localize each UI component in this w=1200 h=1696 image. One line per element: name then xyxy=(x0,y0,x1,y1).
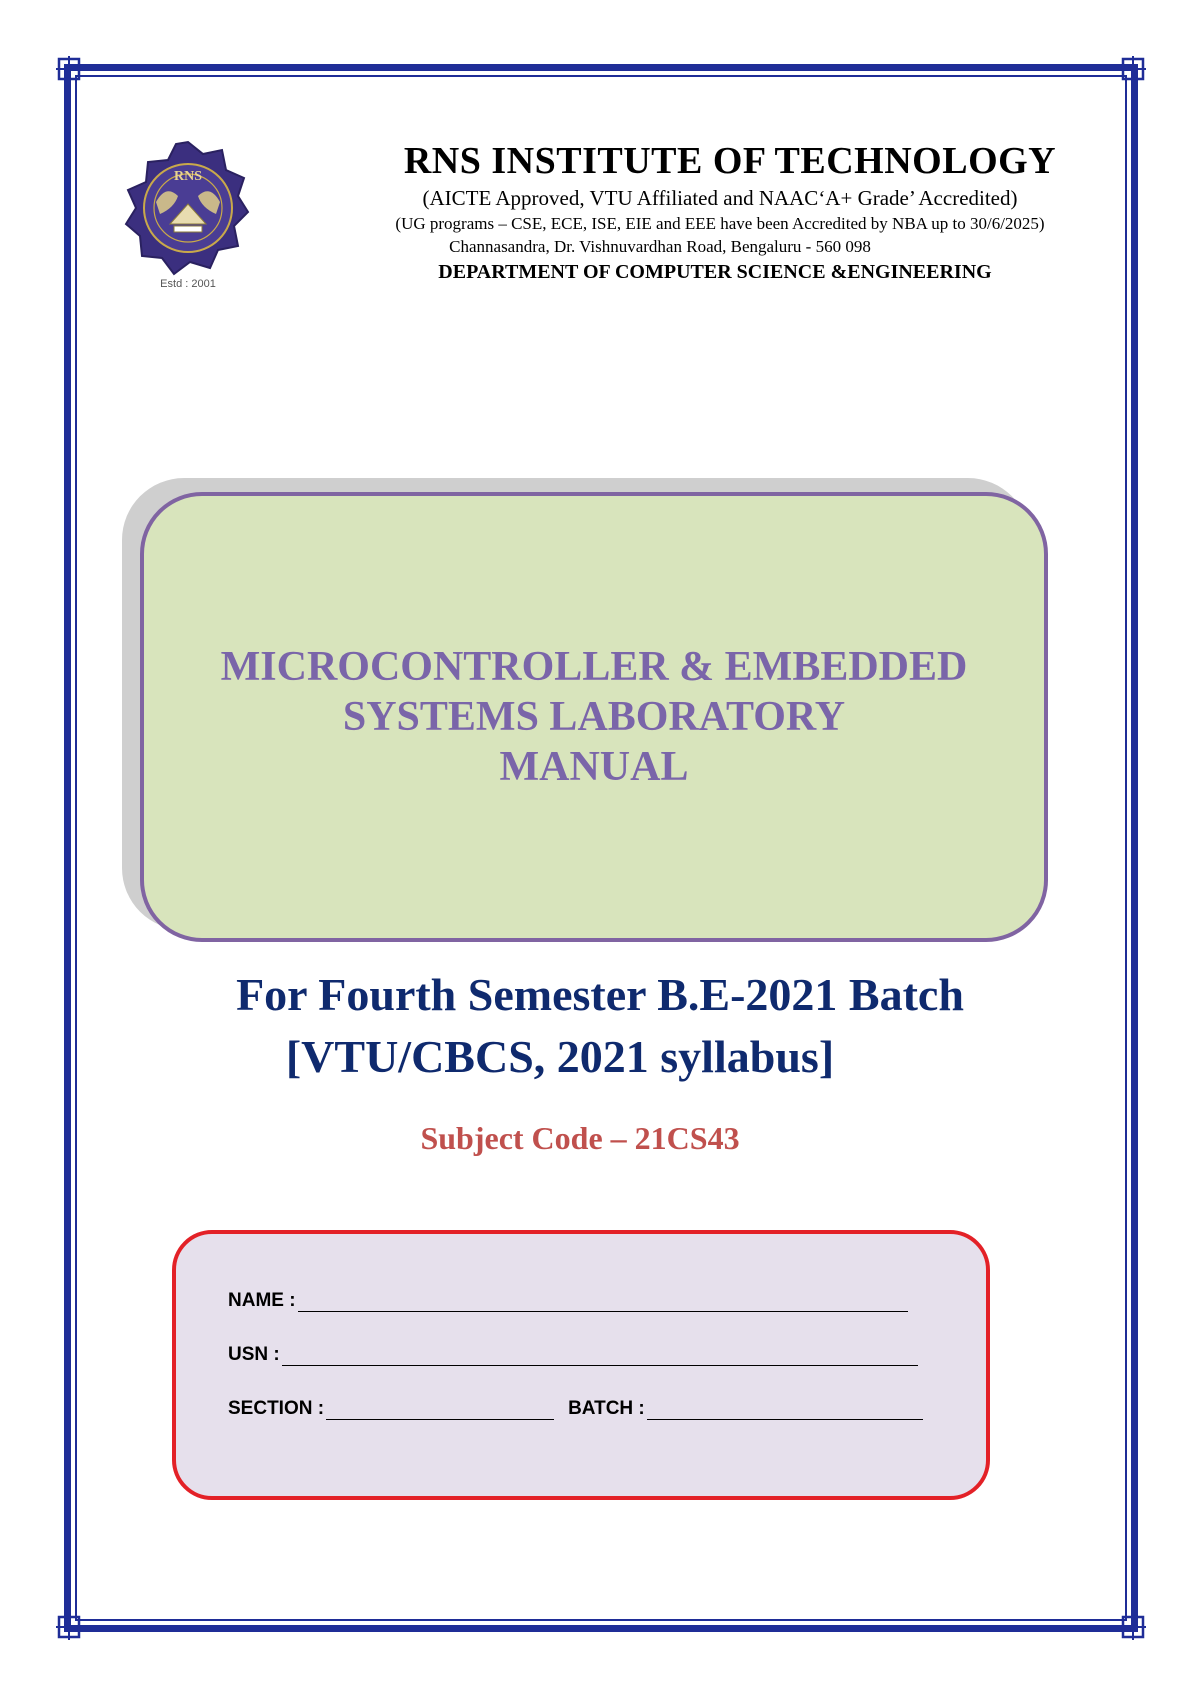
border-corner-ornament xyxy=(1120,1614,1146,1640)
border-corner-ornament xyxy=(1120,56,1146,82)
semester-line-2: [VTU/CBCS, 2021 syllabus] xyxy=(285,1031,835,1082)
semester-line-1: For Fourth Semester B.E-2021 Batch xyxy=(236,969,964,1020)
institute-logo xyxy=(118,140,258,290)
institute-nba-line: (UG programs – CSE, ECE, ISE, EIE and EEE have been Accredited by NBA up to 30/6/2025) xyxy=(395,214,1045,233)
logo-lettering: RNS xyxy=(173,169,203,184)
border-corner-ornament xyxy=(56,1614,82,1640)
manual-title-line-3: MANUAL xyxy=(499,744,689,790)
logo-estd-label: Estd : 2001 xyxy=(160,278,216,290)
manual-title-line-1: MICROCONTROLLER & EMBEDDED xyxy=(220,644,968,690)
manual-title-line-2: SYSTEMS LABORATORY xyxy=(342,694,846,740)
border-corner-ornament xyxy=(56,56,82,82)
department-name: DEPARTMENT OF COMPUTER SCIENCE &ENGINEERING xyxy=(438,261,992,283)
institute-name: RNS INSTITUTE OF TECHNOLOGY xyxy=(403,140,1057,182)
usn-label: USN : xyxy=(228,1344,280,1365)
name-field[interactable] xyxy=(298,1293,908,1312)
usn-field[interactable] xyxy=(282,1347,918,1366)
institute-approval-line: (AICTE Approved, VTU Affiliated and NAAC‘A+ Grade’ Accredited) xyxy=(422,186,1018,210)
usn-row xyxy=(228,1344,918,1366)
name-label: NAME : xyxy=(228,1290,296,1311)
batch-field[interactable] xyxy=(647,1401,923,1420)
subject-code: Subject Code – 21CS43 xyxy=(420,1120,740,1156)
section-field[interactable] xyxy=(326,1401,554,1420)
section-batch-row xyxy=(228,1398,937,1420)
section-label: SECTION : xyxy=(228,1398,325,1419)
manual-title-box xyxy=(140,492,1048,942)
batch-label: BATCH : xyxy=(568,1398,645,1419)
name-row xyxy=(228,1290,908,1312)
student-details-box xyxy=(172,1230,990,1500)
institute-header xyxy=(280,140,1160,286)
institute-address: Channasandra, Dr. Vishnuvardhan Road, Bengaluru - 560 098 xyxy=(449,237,871,256)
